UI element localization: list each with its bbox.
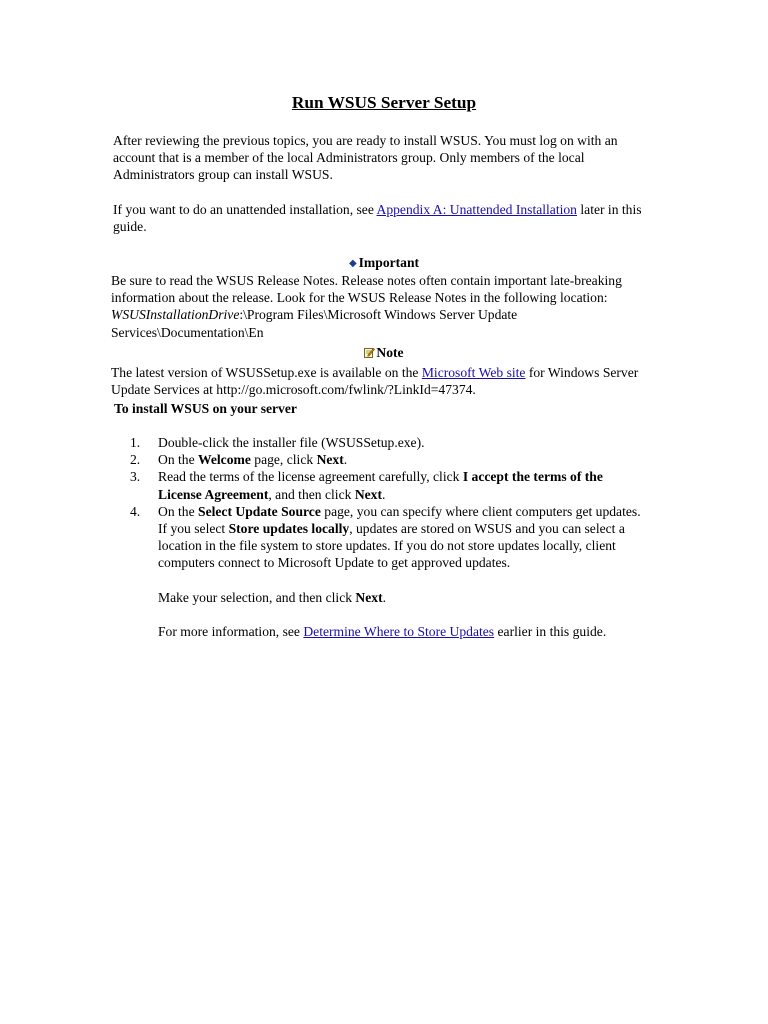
step-text <box>158 452 347 467</box>
selection-text-before: Make your selection, and then click <box>158 589 356 605</box>
step-text <box>158 504 641 571</box>
microsoft-web-site-link[interactable]: Microsoft Web site <box>421 365 526 380</box>
procedure-heading: To install WSUS on your server <box>114 401 297 416</box>
unattended-text-before: If you want to do an unattended installation, see <box>113 202 377 217</box>
list-item <box>130 503 650 640</box>
step-text-part: . <box>382 486 386 502</box>
step-text-part: . <box>343 452 348 468</box>
step-number: 4. <box>130 503 141 519</box>
step-text <box>158 469 603 501</box>
welcome-term: Welcome <box>198 452 251 468</box>
accept-terms-term: I accept the terms of the License Agreement <box>158 469 603 502</box>
step-text-part: On the <box>158 452 199 468</box>
note-heading-label: Note <box>376 345 404 360</box>
installation-drive-term: WSUSInstallationDrive <box>111 307 240 323</box>
note-text-before: The latest version of WSUSSetup.exe is available on the <box>111 365 422 380</box>
select-update-source-term: Select Update Source <box>198 503 321 519</box>
more-info-text-before: For more information, see <box>158 623 304 639</box>
important-paragraph <box>111 272 656 341</box>
page-title: Run WSUS Server Setup <box>291 93 477 112</box>
step-text-part: Read the terms of the license agreement carefully, click <box>158 469 463 485</box>
store-updates-locally-term: Store updates locally <box>228 521 350 537</box>
selection-paragraph <box>158 589 650 606</box>
intro-paragraph: After reviewing the previous topics, you are ready to install WSUS. You must log on with an account that is a member of the local Administrators group. Only members of the local Administrators group can install WSUS. <box>113 133 618 183</box>
step-text-part: page, click <box>250 452 317 468</box>
step-number: 1. <box>130 435 141 450</box>
important-heading-label: Important <box>358 255 420 270</box>
note-pencil-icon <box>364 347 375 358</box>
step-text: Double-click the installer file (WSUSSetup.exe). <box>158 435 425 450</box>
next-term: Next <box>355 589 383 605</box>
note-heading <box>0 344 768 361</box>
important-text-before: Be sure to read the WSUS Release Notes. Release notes often contain important late-breaking information about the release. Look for the WSUS Release Notes in the following location: <box>111 273 622 306</box>
next-term: Next <box>316 452 344 468</box>
more-info-paragraph <box>158 623 650 640</box>
note-paragraph <box>111 364 651 398</box>
note-text-after: for Windows Server Update Services at http://go.microsoft.com/fwlink/?LinkId=47374. <box>111 365 639 398</box>
step-number: 3. <box>130 469 141 485</box>
list-item <box>130 434 650 451</box>
important-diamond-icon: ◆ <box>348 258 357 269</box>
more-info-text-after: earlier in this guide. <box>494 623 607 639</box>
determine-where-to-store-updates-link[interactable]: Determine Where to Store Updates <box>303 623 495 639</box>
important-text-after: :\Program Files\Microsoft Windows Server Update Services\Documentation\En <box>111 307 518 340</box>
step-text-part: , and then click <box>268 486 355 502</box>
step-text-part: On the <box>158 503 199 519</box>
selection-text-after: . <box>382 589 387 605</box>
list-item <box>130 468 650 502</box>
next-term: Next <box>354 486 382 502</box>
step-number: 2. <box>130 452 141 468</box>
list-item <box>130 451 650 468</box>
step-text-part: page, you can specify where client computers get updates. If you select <box>158 503 641 537</box>
step-text-part: , updates are stored on WSUS and you can select a location in the file system to store updates. If you do not store updates locally, client computers connect to Microsoft Update to get approved updates. <box>158 521 625 571</box>
appendix-a-link[interactable]: Appendix A: Unattended Installation <box>376 202 577 217</box>
important-heading <box>0 254 768 273</box>
install-steps-list <box>130 434 650 640</box>
unattended-text-after: later in this guide. <box>113 202 642 235</box>
unattended-paragraph <box>113 201 658 235</box>
